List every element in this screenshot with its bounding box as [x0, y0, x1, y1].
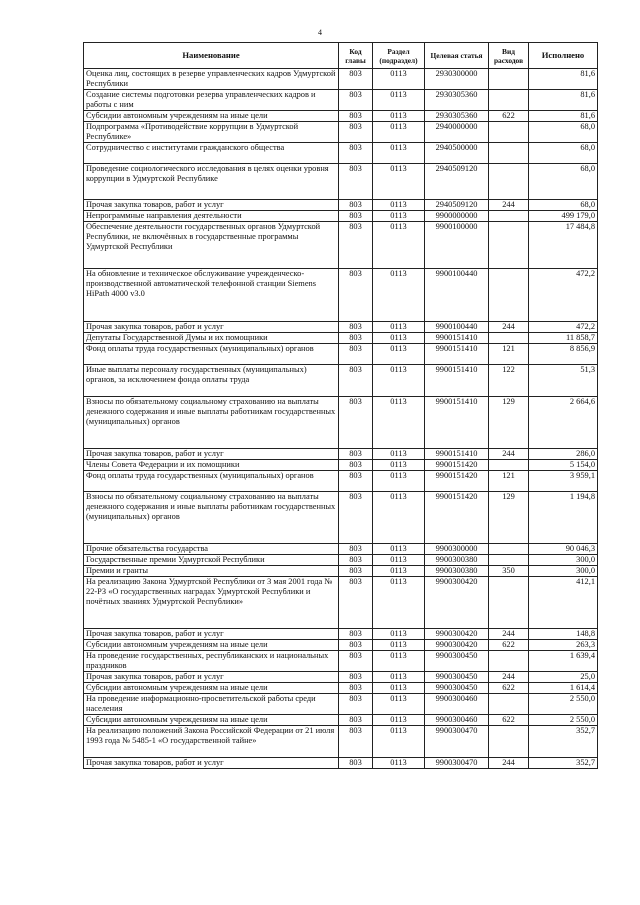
cell-section: 0113 — [373, 566, 425, 577]
header-section: Раздел (подраздел) — [373, 43, 425, 69]
cell-expense: 129 — [489, 492, 529, 544]
table-row — [84, 449, 598, 460]
table-row — [84, 111, 598, 122]
cell-code: 803 — [339, 365, 373, 397]
table-row — [84, 365, 598, 397]
cell-target: 9900300420 — [425, 577, 489, 629]
cell-section: 0113 — [373, 222, 425, 269]
cell-name: Сотрудничество с институтами гражданского общества — [84, 143, 339, 164]
cell-target: 9900300450 — [425, 672, 489, 683]
cell-target: 9900100440 — [425, 269, 489, 322]
cell-target: 9900300450 — [425, 651, 489, 672]
cell-expense — [489, 143, 529, 164]
cell-expense: 622 — [489, 640, 529, 651]
table-header-row — [84, 43, 598, 69]
cell-code: 803 — [339, 222, 373, 269]
cell-code: 803 — [339, 322, 373, 333]
cell-section: 0113 — [373, 111, 425, 122]
cell-target: 2940000000 — [425, 122, 489, 143]
cell-expense: 121 — [489, 344, 529, 365]
cell-target: 9900151420 — [425, 460, 489, 471]
cell-target: 9900300000 — [425, 544, 489, 555]
cell-amount: 300,0 — [529, 555, 598, 566]
table-row — [84, 544, 598, 555]
cell-amount: 1 639,4 — [529, 651, 598, 672]
cell-amount: 2 550,0 — [529, 715, 598, 726]
cell-expense — [489, 90, 529, 111]
cell-section: 0113 — [373, 651, 425, 672]
header-target: Целевая статья — [425, 43, 489, 69]
cell-name: Прочие обязательства государства — [84, 544, 339, 555]
table-row — [84, 629, 598, 640]
cell-amount: 5 154,0 — [529, 460, 598, 471]
cell-code: 803 — [339, 715, 373, 726]
cell-code: 803 — [339, 211, 373, 222]
cell-section: 0113 — [373, 715, 425, 726]
cell-code: 803 — [339, 164, 373, 200]
cell-target: 2930305360 — [425, 111, 489, 122]
cell-amount: 2 664,6 — [529, 397, 598, 449]
cell-amount: 412,1 — [529, 577, 598, 629]
cell-expense — [489, 69, 529, 90]
cell-name: Взносы по обязательному социальному страхованию на выплаты денежного содержания и иные выплаты работникам государственных (муниципальных) органов — [84, 492, 339, 544]
table-row — [84, 683, 598, 694]
cell-target: 2940509120 — [425, 200, 489, 211]
cell-name: На проведение информационно-просветительской работы среди населения — [84, 694, 339, 715]
cell-expense — [489, 222, 529, 269]
cell-code: 803 — [339, 640, 373, 651]
table-row — [84, 200, 598, 211]
table-row — [84, 269, 598, 322]
cell-section: 0113 — [373, 640, 425, 651]
cell-amount: 263,3 — [529, 640, 598, 651]
cell-amount: 1 194,8 — [529, 492, 598, 544]
cell-target: 9900300450 — [425, 683, 489, 694]
cell-expense — [489, 211, 529, 222]
cell-amount: 81,6 — [529, 90, 598, 111]
cell-section: 0113 — [373, 492, 425, 544]
cell-name: Прочая закупка товаров, работ и услуг — [84, 322, 339, 333]
cell-expense: 350 — [489, 566, 529, 577]
cell-amount: 352,7 — [529, 758, 598, 769]
cell-section: 0113 — [373, 69, 425, 90]
cell-expense: 244 — [489, 672, 529, 683]
cell-expense: 244 — [489, 449, 529, 460]
cell-expense — [489, 726, 529, 758]
table-row — [84, 333, 598, 344]
cell-code: 803 — [339, 111, 373, 122]
header-expense: Вид расходов — [489, 43, 529, 69]
cell-amount: 286,0 — [529, 449, 598, 460]
cell-expense — [489, 333, 529, 344]
cell-target: 9900151410 — [425, 397, 489, 449]
cell-expense: 122 — [489, 365, 529, 397]
table-row — [84, 471, 598, 492]
cell-name: Субсидии автономным учреждениям на иные цели — [84, 640, 339, 651]
cell-amount: 68,0 — [529, 200, 598, 211]
cell-target: 9900151410 — [425, 449, 489, 460]
cell-amount: 25,0 — [529, 672, 598, 683]
cell-code: 803 — [339, 555, 373, 566]
cell-code: 803 — [339, 492, 373, 544]
cell-section: 0113 — [373, 164, 425, 200]
cell-target: 2940500000 — [425, 143, 489, 164]
cell-code: 803 — [339, 122, 373, 143]
table-row — [84, 211, 598, 222]
cell-section: 0113 — [373, 365, 425, 397]
cell-expense — [489, 577, 529, 629]
cell-expense: 622 — [489, 111, 529, 122]
table-row — [84, 566, 598, 577]
cell-section: 0113 — [373, 397, 425, 449]
table-row — [84, 726, 598, 758]
cell-target: 2940509120 — [425, 164, 489, 200]
cell-section: 0113 — [373, 544, 425, 555]
cell-expense: 129 — [489, 397, 529, 449]
cell-name: Прочая закупка товаров, работ и услуг — [84, 629, 339, 640]
cell-amount: 472,2 — [529, 269, 598, 322]
cell-name: Проведение социологического исследования в целях оценки уровня коррупции в Удмуртской Республике — [84, 164, 339, 200]
cell-expense — [489, 460, 529, 471]
cell-target: 9900151420 — [425, 492, 489, 544]
cell-name: Депутаты Государственной Думы и их помощники — [84, 333, 339, 344]
cell-section: 0113 — [373, 460, 425, 471]
cell-target: 9900151410 — [425, 365, 489, 397]
cell-expense: 622 — [489, 683, 529, 694]
cell-name: На реализацию Закона Удмуртской Республики от 3 мая 2001 года № 22-РЗ «О государственных наградах Удмуртской Республики и почётных званиях Удмуртской Республики» — [84, 577, 339, 629]
table-row — [84, 143, 598, 164]
cell-amount: 472,2 — [529, 322, 598, 333]
cell-section: 0113 — [373, 122, 425, 143]
table-row — [84, 555, 598, 566]
cell-expense: 244 — [489, 629, 529, 640]
header-code: Код главы — [339, 43, 373, 69]
cell-code: 803 — [339, 577, 373, 629]
cell-name: Прочая закупка товаров, работ и услуг — [84, 200, 339, 211]
cell-name: Взносы по обязательному социальному страхованию на выплаты денежного содержания и иные выплаты работникам государственных (муниципальных) органов — [84, 397, 339, 449]
cell-section: 0113 — [373, 758, 425, 769]
cell-name: Подпрограмма «Противодействие коррупции в Удмуртской Республике» — [84, 122, 339, 143]
cell-name: Иные выплаты персоналу государственных (муниципальных) органов, за исключением фонда оплаты труда — [84, 365, 339, 397]
cell-name: Субсидии автономным учреждениям на иные цели — [84, 111, 339, 122]
cell-target: 9900300470 — [425, 726, 489, 758]
cell-code: 803 — [339, 629, 373, 640]
cell-code: 803 — [339, 344, 373, 365]
cell-name: Обеспечение деятельности государственных органов Удмуртской Республики, не включённых в государственные программы Удмуртской Республики — [84, 222, 339, 269]
cell-section: 0113 — [373, 577, 425, 629]
cell-code: 803 — [339, 69, 373, 90]
cell-target: 9900300380 — [425, 566, 489, 577]
header-amount: Исполнено — [529, 43, 598, 69]
cell-code: 803 — [339, 683, 373, 694]
cell-code: 803 — [339, 90, 373, 111]
cell-section: 0113 — [373, 471, 425, 492]
cell-code: 803 — [339, 333, 373, 344]
cell-name: Прочая закупка товаров, работ и услуг — [84, 672, 339, 683]
cell-name: Непрограммные направления деятельности — [84, 211, 339, 222]
cell-code: 803 — [339, 566, 373, 577]
cell-section: 0113 — [373, 555, 425, 566]
cell-name: Оценка лиц, состоящих в резерве управленческих кадров Удмуртской Республики — [84, 69, 339, 90]
table-row — [84, 460, 598, 471]
cell-target: 9900100440 — [425, 322, 489, 333]
cell-section: 0113 — [373, 143, 425, 164]
table-row — [84, 577, 598, 629]
cell-target: 9900100000 — [425, 222, 489, 269]
table-row — [84, 397, 598, 449]
cell-target: 9900151410 — [425, 333, 489, 344]
cell-amount: 3 959,1 — [529, 471, 598, 492]
cell-amount: 300,0 — [529, 566, 598, 577]
cell-target: 9900300420 — [425, 640, 489, 651]
table-row — [84, 758, 598, 769]
cell-expense: 121 — [489, 471, 529, 492]
header-name: Наименование — [84, 43, 339, 69]
cell-amount: 352,7 — [529, 726, 598, 758]
cell-section: 0113 — [373, 672, 425, 683]
cell-name: Субсидии автономным учреждениям на иные цели — [84, 715, 339, 726]
cell-name: Члены Совета Федерации и их помощники — [84, 460, 339, 471]
cell-expense — [489, 122, 529, 143]
cell-name: Премии и гранты — [84, 566, 339, 577]
cell-amount: 81,6 — [529, 111, 598, 122]
cell-code: 803 — [339, 758, 373, 769]
cell-name: На реализацию положений Закона Российской Федерации от 21 июля 1993 года № 5485-1 «О государственной тайне» — [84, 726, 339, 758]
cell-amount: 2 550,0 — [529, 694, 598, 715]
table-row — [84, 122, 598, 143]
cell-code: 803 — [339, 269, 373, 322]
cell-amount: 17 484,8 — [529, 222, 598, 269]
cell-name: Государственные премии Удмуртской Республики — [84, 555, 339, 566]
table-row — [84, 694, 598, 715]
cell-expense: 244 — [489, 200, 529, 211]
cell-name: Прочая закупка товаров, работ и услуг — [84, 758, 339, 769]
cell-expense — [489, 269, 529, 322]
cell-code: 803 — [339, 651, 373, 672]
cell-section: 0113 — [373, 683, 425, 694]
cell-amount: 68,0 — [529, 122, 598, 143]
cell-expense — [489, 544, 529, 555]
cell-section: 0113 — [373, 211, 425, 222]
cell-code: 803 — [339, 694, 373, 715]
cell-amount: 68,0 — [529, 164, 598, 200]
cell-section: 0113 — [373, 694, 425, 715]
table-row — [84, 164, 598, 200]
cell-amount: 11 858,7 — [529, 333, 598, 344]
cell-code: 803 — [339, 471, 373, 492]
cell-target: 9900300470 — [425, 758, 489, 769]
table-row — [84, 715, 598, 726]
cell-section: 0113 — [373, 200, 425, 211]
cell-name: На обновление и техническое обслуживание учрежденческо-производственной автоматической телефонной станции Siemens HiPath 4000 v3.0 — [84, 269, 339, 322]
table-row — [84, 222, 598, 269]
cell-code: 803 — [339, 726, 373, 758]
cell-section: 0113 — [373, 449, 425, 460]
cell-target: 9900300460 — [425, 694, 489, 715]
cell-section: 0113 — [373, 269, 425, 322]
cell-expense — [489, 694, 529, 715]
page-number: 4 — [318, 28, 322, 37]
cell-expense: 244 — [489, 758, 529, 769]
cell-amount: 1 614,4 — [529, 683, 598, 694]
cell-amount: 90 046,3 — [529, 544, 598, 555]
cell-section: 0113 — [373, 344, 425, 365]
table-row — [84, 69, 598, 90]
cell-name: Создание системы подготовки резерва управленческих кадров и работы с ним — [84, 90, 339, 111]
cell-expense — [489, 555, 529, 566]
table-row — [84, 651, 598, 672]
cell-target: 9900300420 — [425, 629, 489, 640]
cell-target: 2930300000 — [425, 69, 489, 90]
cell-expense: 244 — [489, 322, 529, 333]
cell-code: 803 — [339, 544, 373, 555]
cell-name: Фонд оплаты труда государственных (муниципальных) органов — [84, 344, 339, 365]
cell-code: 803 — [339, 672, 373, 683]
cell-target: 2930305360 — [425, 90, 489, 111]
cell-name: Субсидии автономным учреждениям на иные цели — [84, 683, 339, 694]
budget-table — [83, 42, 598, 769]
cell-section: 0113 — [373, 333, 425, 344]
cell-expense: 622 — [489, 715, 529, 726]
cell-name: Прочая закупка товаров, работ и услуг — [84, 449, 339, 460]
table-row — [84, 90, 598, 111]
cell-amount: 81,6 — [529, 69, 598, 90]
cell-target: 9900300380 — [425, 555, 489, 566]
cell-expense — [489, 164, 529, 200]
cell-code: 803 — [339, 460, 373, 471]
cell-code: 803 — [339, 143, 373, 164]
table-row — [84, 492, 598, 544]
cell-section: 0113 — [373, 629, 425, 640]
table-row — [84, 672, 598, 683]
cell-target: 9900151410 — [425, 344, 489, 365]
cell-section: 0113 — [373, 322, 425, 333]
cell-section: 0113 — [373, 90, 425, 111]
cell-amount: 68,0 — [529, 143, 598, 164]
cell-name: Фонд оплаты труда государственных (муниципальных) органов — [84, 471, 339, 492]
table-row — [84, 322, 598, 333]
cell-amount: 8 856,9 — [529, 344, 598, 365]
cell-code: 803 — [339, 397, 373, 449]
cell-target: 9900151420 — [425, 471, 489, 492]
cell-section: 0113 — [373, 726, 425, 758]
cell-amount: 51,3 — [529, 365, 598, 397]
table-row — [84, 344, 598, 365]
cell-target: 9900300460 — [425, 715, 489, 726]
table-row — [84, 640, 598, 651]
cell-amount: 499 179,0 — [529, 211, 598, 222]
cell-target: 9900000000 — [425, 211, 489, 222]
cell-code: 803 — [339, 449, 373, 460]
cell-name: На проведение государственных, республиканских и национальных праздников — [84, 651, 339, 672]
cell-code: 803 — [339, 200, 373, 211]
cell-amount: 148,8 — [529, 629, 598, 640]
cell-expense — [489, 651, 529, 672]
